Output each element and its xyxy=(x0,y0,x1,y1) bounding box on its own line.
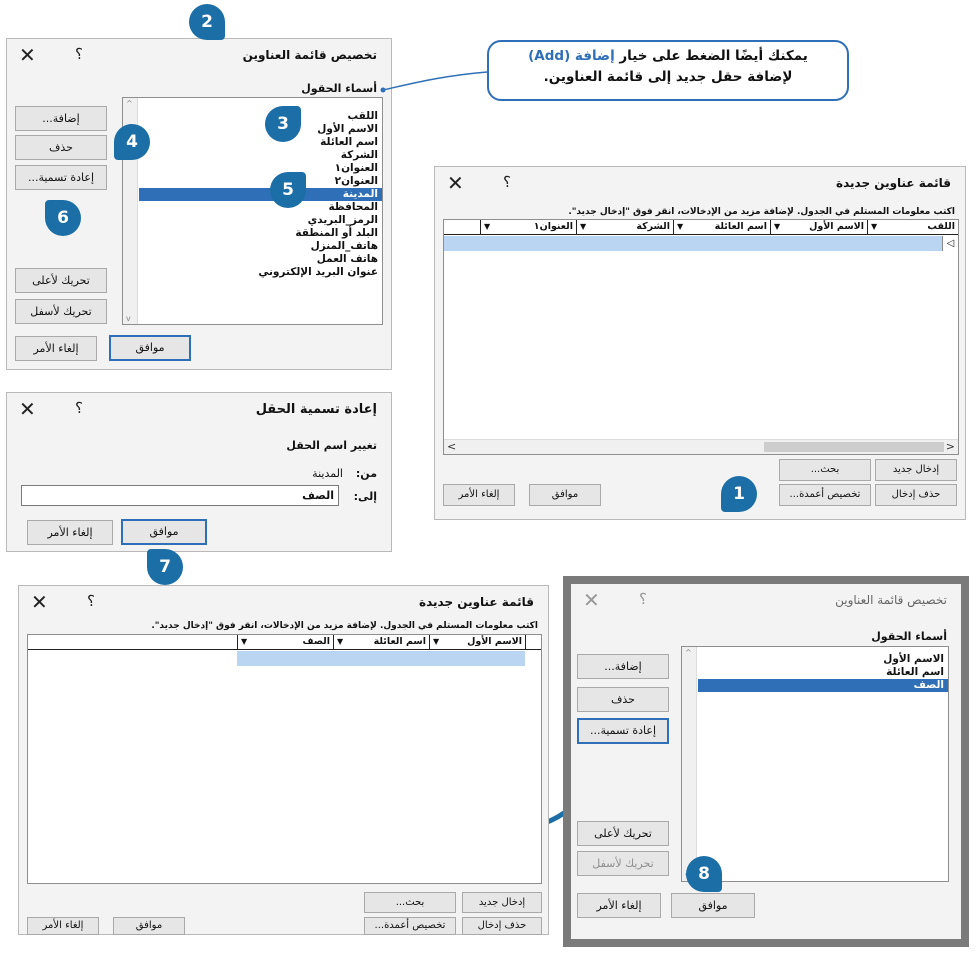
help-icon[interactable]: ؟ xyxy=(75,399,83,417)
tip-highlight: إضافة (Add) xyxy=(528,48,615,64)
dialog-title: تخصيص قائمة العناوين xyxy=(242,48,377,62)
column-first-name[interactable]: الاسم الأول ▼ xyxy=(429,635,525,650)
scroll-left-icon[interactable]: < xyxy=(447,440,457,453)
from-value: المدينة xyxy=(312,467,343,480)
close-icon[interactable]: ✕ xyxy=(19,397,36,421)
dialog-title: قائمة عناوين جديدة xyxy=(835,176,951,190)
help-icon[interactable]: ؟ xyxy=(503,173,511,191)
customize-address-list-dialog-updated xyxy=(571,584,961,939)
step-badge-7: 7 xyxy=(147,549,183,585)
scroll-down-icon[interactable]: v xyxy=(126,314,131,323)
move-down-button[interactable]: تحريك لأسفل xyxy=(15,299,107,324)
customize-columns-button[interactable]: تخصيص أعمدة... xyxy=(779,484,871,506)
list-scrollbar[interactable] xyxy=(682,647,697,881)
list-item[interactable]: الاسم الأول xyxy=(317,123,378,135)
dialog-header xyxy=(19,586,548,620)
new-address-list-dialog-updated xyxy=(18,585,549,935)
help-icon[interactable]: ؟ xyxy=(87,592,95,610)
list-item[interactable]: العنوان٢ xyxy=(334,175,378,187)
new-entry-button[interactable]: إدخال جديد xyxy=(462,892,542,913)
delete-entry-button[interactable]: حذف إدخال xyxy=(875,484,957,506)
column-title[interactable]: اللقب ▼ xyxy=(867,220,958,235)
column-first-name[interactable]: الاسم الأول ▼ xyxy=(770,220,867,235)
close-icon[interactable]: ✕ xyxy=(31,590,48,614)
dropdown-icon[interactable]: ▼ xyxy=(871,222,878,231)
field-names-list[interactable] xyxy=(681,646,949,882)
dialog-header xyxy=(7,39,391,73)
column-last-name[interactable]: اسم العائلة ▼ xyxy=(333,635,429,650)
tip-callout xyxy=(487,40,849,101)
list-item[interactable]: اسم العائلة xyxy=(320,136,378,148)
column-company[interactable]: الشركة ▼ xyxy=(576,220,673,235)
scroll-right-icon[interactable]: > xyxy=(945,440,955,453)
dialog-header xyxy=(571,584,961,618)
recipients-grid[interactable] xyxy=(27,634,542,884)
list-item[interactable]: هاتف العمل xyxy=(316,253,378,265)
connector-line xyxy=(383,72,487,90)
dropdown-icon[interactable]: ▼ xyxy=(337,637,344,646)
list-item[interactable]: المحافظة xyxy=(328,201,378,213)
step-badge-5: 5 xyxy=(270,172,306,208)
ok-button[interactable]: موافق xyxy=(113,917,185,935)
delete-button[interactable]: حذف xyxy=(577,687,669,712)
cancel-button[interactable]: إلغاء الأمر xyxy=(27,917,99,935)
list-item[interactable]: الاسم الأول xyxy=(883,653,944,665)
delete-entry-button[interactable]: حذف إدخال xyxy=(462,917,542,935)
to-field[interactable] xyxy=(21,485,339,506)
table-row[interactable] xyxy=(444,236,942,251)
ok-button[interactable]: موافق xyxy=(529,484,601,506)
field-names-label: أسماء الحقول xyxy=(301,82,377,95)
dropdown-icon[interactable]: ▼ xyxy=(484,222,491,231)
ok-button[interactable]: موافق xyxy=(121,519,207,545)
ok-button[interactable]: موافق xyxy=(109,335,191,361)
change-field-name-label: تغيير اسم الحقل xyxy=(286,439,377,452)
help-icon[interactable]: ؟ xyxy=(75,45,83,63)
dropdown-icon[interactable]: ▼ xyxy=(433,637,440,646)
list-item[interactable]: اللقب xyxy=(347,110,378,122)
close-icon[interactable]: ✕ xyxy=(583,588,600,612)
column-last-name[interactable]: اسم العائلة ▼ xyxy=(673,220,770,235)
list-item[interactable]: الرمز_البريدي xyxy=(307,214,378,226)
step-badge-6: 6 xyxy=(45,200,81,236)
delete-button[interactable]: حذف xyxy=(15,135,107,160)
rename-button[interactable]: إعادة تسمية... xyxy=(577,718,669,744)
list-item[interactable]: اسم العائلة xyxy=(886,666,944,678)
tip-line-2: لإضافة حقل جديد إلى قائمة العناوين. xyxy=(543,69,793,85)
dialog-header xyxy=(435,167,965,201)
dialog-title: تخصيص قائمة العناوين xyxy=(835,593,947,607)
dialog-title: قائمة عناوين جديدة xyxy=(418,595,534,609)
column-address1[interactable]: العنوان١ ▼ xyxy=(480,220,576,235)
move-up-button[interactable]: تحريك لأعلى xyxy=(577,821,669,846)
to-label: إلى: xyxy=(353,490,377,503)
close-icon[interactable]: ✕ xyxy=(19,43,36,67)
close-icon[interactable]: ✕ xyxy=(447,171,464,195)
list-item-selected[interactable]: الصف xyxy=(698,679,948,692)
instruction-text: اكتب معلومات المستلم في الجدول. لإضافة مزيد من الإدخالات، انقر فوق "إدخال جديد". xyxy=(151,621,538,631)
dropdown-icon[interactable]: ▼ xyxy=(774,222,781,231)
new-entry-button[interactable]: إدخال جديد xyxy=(875,459,957,481)
find-button[interactable]: بحث... xyxy=(364,892,456,913)
list-item[interactable]: الشركة xyxy=(340,149,378,161)
tip-line-1 xyxy=(489,46,847,67)
dropdown-icon[interactable]: ▼ xyxy=(580,222,587,231)
table-row[interactable] xyxy=(237,651,525,666)
rename-field-dialog xyxy=(6,392,392,552)
step-badge-1: 1 xyxy=(721,476,757,512)
new-address-list-dialog xyxy=(434,166,966,520)
list-item-selected[interactable]: المدينة xyxy=(139,188,382,201)
scroll-up-icon[interactable]: ^ xyxy=(126,99,133,108)
grid-header xyxy=(28,635,541,650)
cancel-button[interactable]: إلغاء الأمر xyxy=(443,484,515,506)
recipients-grid[interactable] xyxy=(443,219,959,455)
cancel-button[interactable]: إلغاء الأمر xyxy=(27,520,113,545)
dropdown-icon[interactable]: ▼ xyxy=(677,222,684,231)
instruction-text: اكتب معلومات المستلم في الجدول. لإضافة مزيد من الإدخالات، انقر فوق "إدخال جديد". xyxy=(568,207,955,217)
to-field-value: الصف xyxy=(302,489,334,502)
list-item[interactable]: عنوان البريد الإلكتروني xyxy=(258,266,378,278)
step-badge-8: 8 xyxy=(686,856,722,892)
field-names-list[interactable] xyxy=(122,97,383,325)
horizontal-scrollbar[interactable] xyxy=(444,439,958,454)
dialog-header xyxy=(7,393,391,427)
move-up-button[interactable]: تحريك لأعلى xyxy=(15,268,107,293)
grid-header xyxy=(444,220,958,235)
step-badge-3: 3 xyxy=(265,106,301,142)
add-button[interactable]: إضافة... xyxy=(15,106,107,131)
from-label: من: xyxy=(355,467,377,480)
customize-columns-button[interactable]: تخصيص أعمدة... xyxy=(364,917,456,935)
cancel-button[interactable]: إلغاء الأمر xyxy=(577,893,661,918)
ok-button[interactable]: موافق xyxy=(671,893,755,918)
scroll-thumb[interactable] xyxy=(764,442,944,452)
scroll-up-icon[interactable]: ^ xyxy=(685,648,692,657)
list-item[interactable]: البلد أو المنطقة xyxy=(295,227,378,239)
dropdown-icon[interactable]: ▼ xyxy=(241,637,248,646)
list-item[interactable]: العنوان١ xyxy=(334,162,378,174)
row-header-cell xyxy=(525,635,541,650)
tip-text: يمكنك أيضًا الضغط على خيار xyxy=(614,48,808,64)
move-down-button[interactable]: تحريك لأسفل xyxy=(577,851,669,876)
find-button[interactable]: بحث... xyxy=(779,459,871,481)
step-badge-2: 2 xyxy=(189,4,225,40)
step-badge-4: 4 xyxy=(114,124,150,160)
field-names-label: أسماء الحقول xyxy=(871,630,947,643)
add-button[interactable]: إضافة... xyxy=(577,654,669,679)
list-item[interactable]: هاتف_المنزل xyxy=(310,240,378,252)
row-selector[interactable] xyxy=(942,236,958,251)
cancel-button[interactable]: إلغاء الأمر xyxy=(15,336,97,361)
column-class[interactable]: الصف ▼ xyxy=(237,635,333,650)
row-pointer-icon: ◁ xyxy=(946,238,955,249)
rename-button[interactable]: إعادة تسمية... xyxy=(15,165,107,190)
help-icon[interactable]: ؟ xyxy=(639,590,647,608)
dialog-title: إعادة تسمية الحقل xyxy=(255,402,377,417)
